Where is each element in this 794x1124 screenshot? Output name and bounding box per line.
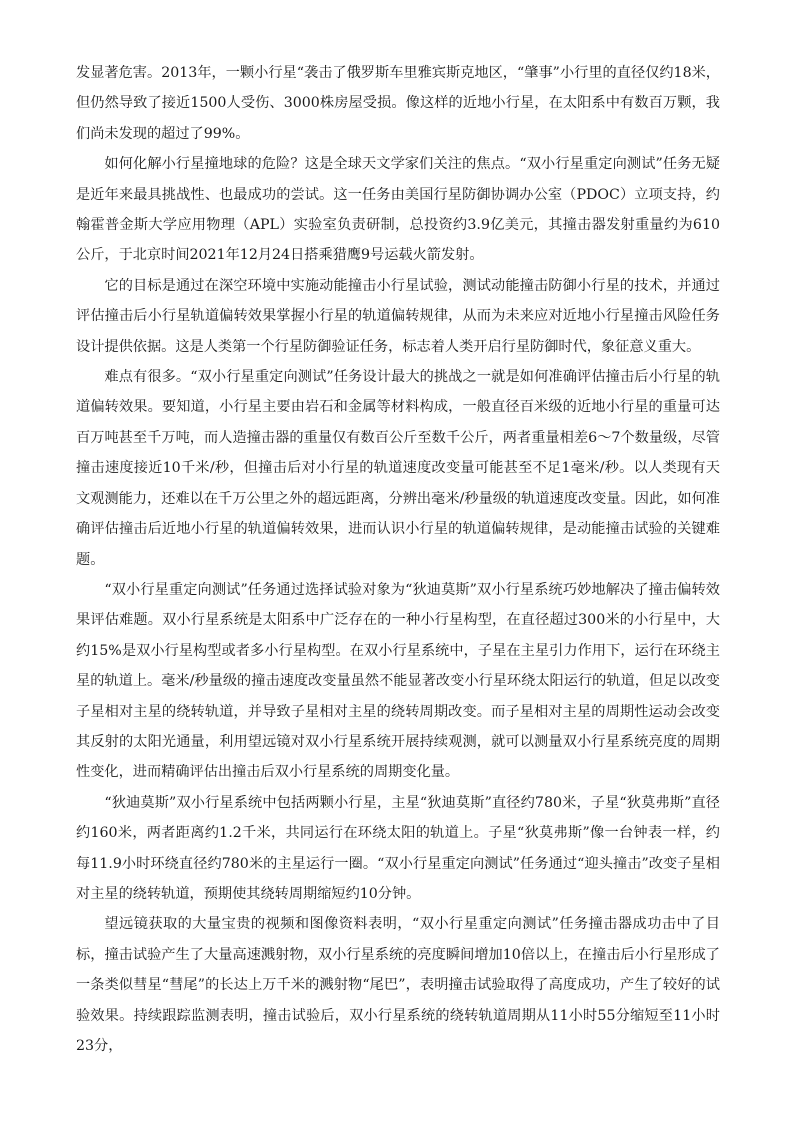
paragraph-1: 发显著危害。2013年，一颗小行星“袭击了俄罗斯车里雅宾斯克地区，“肇事”小行里的直径仅约18米，但仍然导致了接近1500人受伤、3000株房屋受损。像这样的近地小行星，在太阳系中有数百万颗，我们尚未发现的超过了99%。 — [76, 65, 720, 142]
paragraph-5: “双小行星重定向测试”任务通过选择试验对象为“狄迪莫斯”双小行星系统巧妙地解决了撞击偏转效果评估难题。双小行星系统是太阳系中广泛存在的一种小行星构型，在直径超过300米的小行星中，大约15%是双小行星构型或者多小行星构型。在双小行星系统中，子星在主星引力作用下，运行在环绕主星的轨道上。毫米/秒量级的撞击速度改变量虽然不能显著改变小行星环绕太阳运行的轨道，但足以改变子星相对主星的绕转轨道，并导致子星相对主星的绕转周期改变。而子星相对主星的周期性运动会改变其反射的太阳光通量，利用望远镜对双小行星系统开展持续观测，就可以测量双小行星系统亮度的周期性变化，进而精确评估出撞击后双小行星系统的周期变化量。 — [76, 581, 720, 781]
paragraph-6: “狄迪莫斯”双小行星系统中包括两颗小行星，主星“狄迪莫斯”直径约780米，子星“狄莫弗斯”直径约160米，两者距离约1.2千米，共同运行在环绕太阳的轨道上。子星“狄莫弗斯”像一台钟表一样，约每11.9小时环绕直径约780米的主星运行一圈。“双小行星重定向测试”任务通过“迎头撞击”改变子星相对主星的绕转轨道，预期使其绕转周期缩短约10分钟。 — [76, 794, 720, 902]
document-body — [76, 58, 720, 1061]
paragraph-4: 难点有很多。“双小行星重定向测试”任务设计最大的挑战之一就是如何准确评估撞击后小行星的轨道偏转效果。要知道，小行星主要由岩石和金属等材料构成，一般直径百米级的近地小行星的重量可达百万吨甚至千万吨，而人造撞击器的重量仅有数百公斤至数千公斤，两者重量相差6～7个数量级，尽管撞击速度接近10千米/秒，但撞击后对小行星的轨道速度改变量可能甚至不足1毫米/秒。以人类现有天文观测能力，还难以在千万公里之外的超远距离，分辨出毫米/秒量级的轨道速度改变量。因此，如何准确评估撞击后近地小行星的轨道偏转效果，进而认识小行星的轨道偏转规律，是动能撞击试验的关键难题。 — [76, 369, 720, 568]
paragraph-3: 它的目标是通过在深空环境中实施动能撞击小行星试验，测试动能撞击防御小行星的技术，并通过评估撞击后小行星轨道偏转效果掌握小行星的轨道偏转规律，从而为未来应对近地小行星撞击风险任务设计提供依据。这是人类第一个行星防御验证任务，标志着人类开启行星防御时代，象征意义重大。 — [76, 277, 720, 355]
paragraph-2: 如何化解小行星撞地球的危险？这是全球天文学家们关注的焦点。“双小行星重定向测试”任务无疑是近年来最具挑战性、也最成功的尝试。这一任务由美国行星防御协调办公室（PDOC）立项支持，约翰霍普金斯大学应用物理（APL）实验室负责研制，总投资约3.9亿美元，其撞击器发射重量约为610公斤，于北京时间2021年12月24日搭乘猎鹰9号运载火箭发射。 — [76, 156, 720, 264]
paragraph-7: 望远镜获取的大量宝贵的视频和图像资料表明，“双小行星重定向测试”任务撞击器成功击中了目标，撞击试验产生了大量高速溅射物，双小行星系统的亮度瞬间增加10倍以上，在撞击后小行星形成了一条类似彗星“彗尾”的长达上万千米的溅射物“尾巴”，表明撞击试验取得了高度成功，产生了较好的试验效果。持续跟踪监测表明，撞击试验后，双小行星系统的绕转轨道周期从11小时55分缩短至11小时23分， — [76, 916, 720, 1054]
